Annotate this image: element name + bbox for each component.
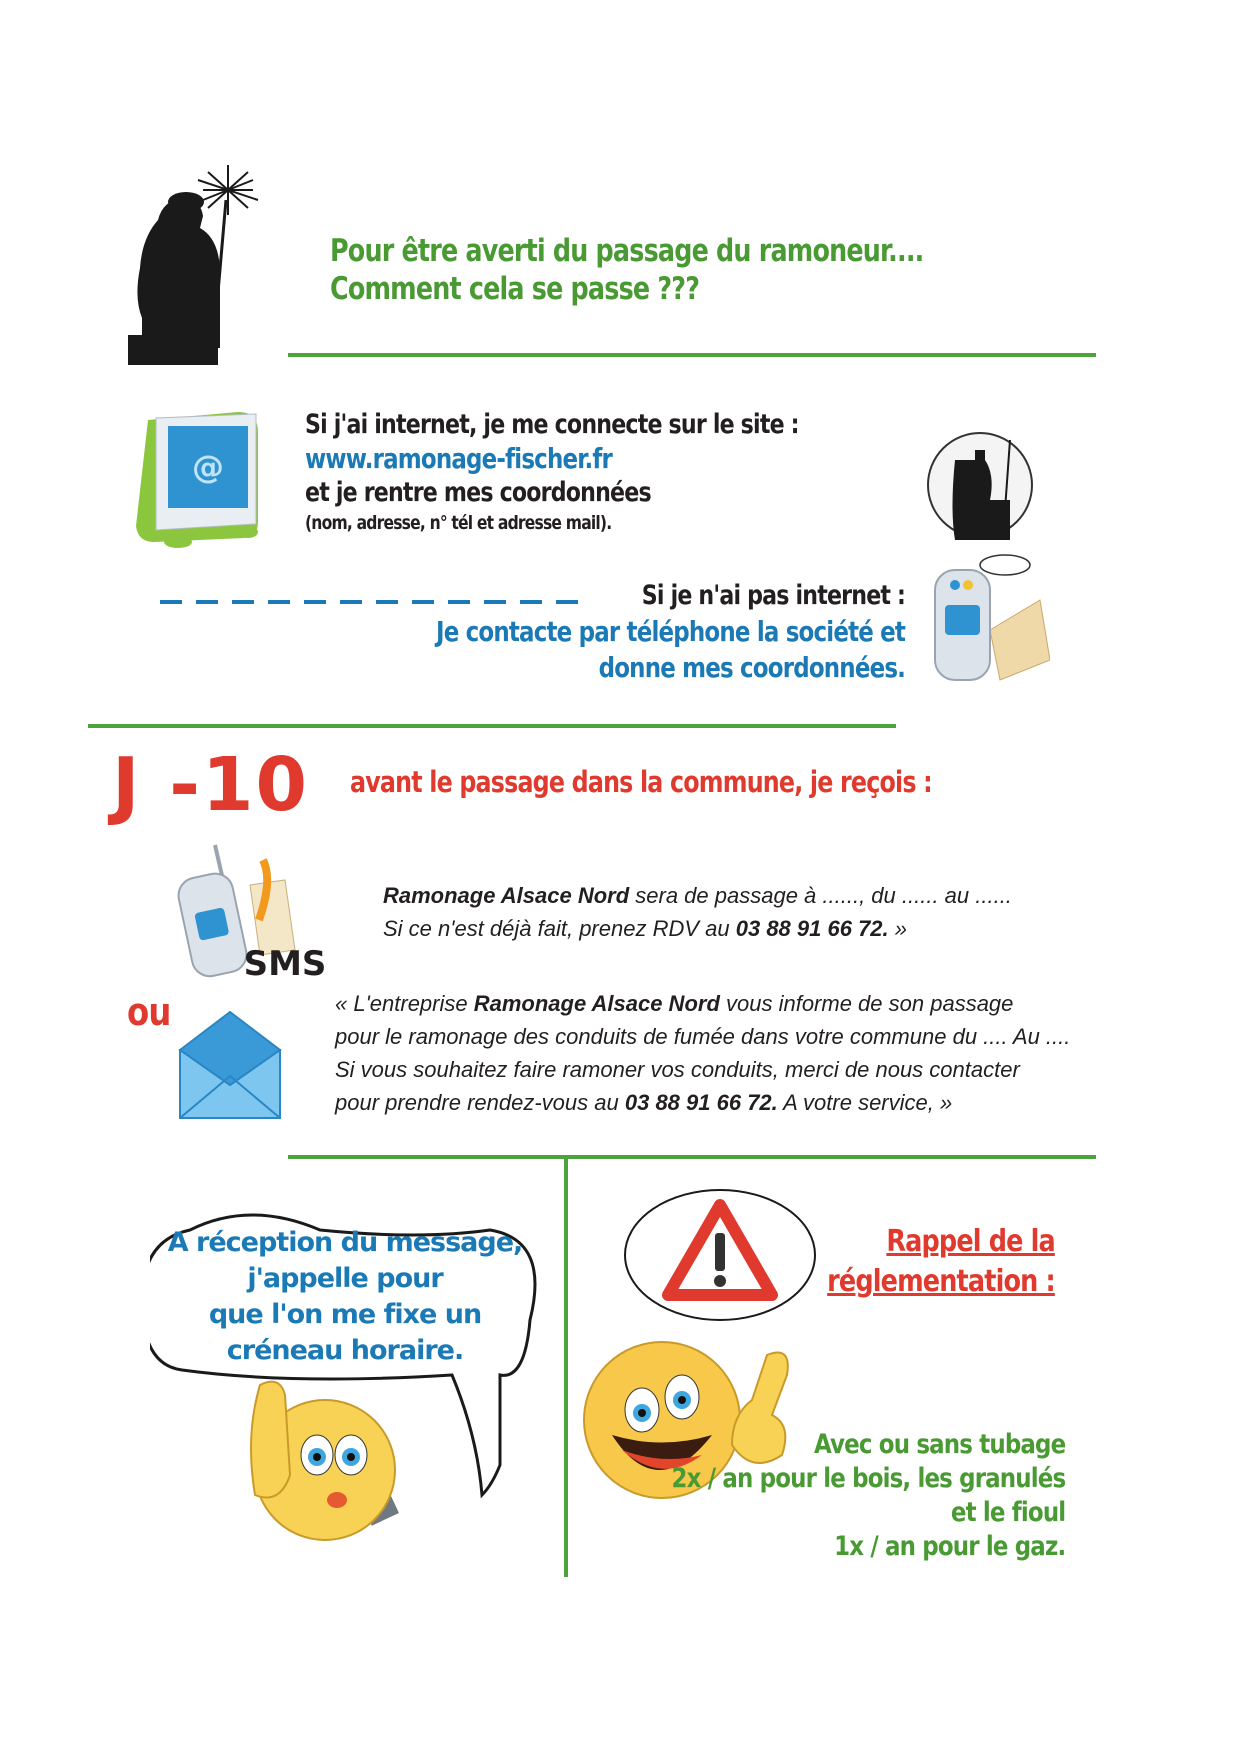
email-line-2: pour le ramonage des conduits de fumée dans votre commune du .... Au ....: [335, 1024, 1071, 1049]
bubble-text: [150, 1225, 540, 1369]
email-line-1: [335, 987, 1070, 1020]
title-line-2: Comment cela se passe ???: [330, 271, 700, 307]
internet-instructions: [305, 408, 799, 536]
bubble-line-3: que l'on me fixe un: [208, 1299, 482, 1330]
internet-line-1: Si j'ai internet, je me connecte sur le site :: [305, 409, 799, 440]
email-line-4: [335, 1086, 1070, 1119]
email-company: Ramonage Alsace Nord: [473, 991, 720, 1016]
speech-bubble: [150, 1200, 540, 1380]
title-line-1: Pour être averti du passage du ramoneur....: [330, 233, 924, 269]
email-line-4-post: A votre service, »: [777, 1090, 953, 1115]
sms-phone: 03 88 91 66 72.: [735, 916, 889, 941]
sms-company: Ramonage Alsace Nord: [383, 883, 630, 908]
rappel-line-3: et le fioul: [950, 1497, 1065, 1528]
divider-top: [288, 353, 1096, 357]
sms-line-2-text: Si ce n'est déjà fait, prenez RDV au: [383, 916, 736, 941]
rappel-line-1: Avec ou sans tubage: [813, 1429, 1065, 1460]
sms-line-1: [383, 879, 1012, 912]
no-internet-line-1: Si je n'ai pas internet :: [641, 580, 905, 611]
or-label: ou: [127, 990, 171, 1034]
bubble-line-1: A réception du message,: [167, 1227, 523, 1258]
rappel-title: [827, 1222, 1055, 1302]
email-phone: 03 88 91 66 72.: [624, 1090, 778, 1115]
website-link[interactable]: www.ramonage-fischer.fr: [305, 442, 613, 475]
j10-heading: avant le passage dans la commune, je reçois :: [350, 765, 932, 799]
email-line-1-post: vous informe de son passage: [719, 991, 1014, 1016]
warning-bubble: [620, 1185, 820, 1325]
no-internet-line-2: Je contacte par téléphone la société et: [435, 615, 905, 648]
sms-message: [383, 879, 1012, 945]
phone-sweep-illustration: [910, 430, 1050, 690]
chimney-sweep-icon: [118, 160, 318, 365]
sms-icon: [175, 840, 325, 985]
sms-line-1-text: sera de passage à ......, du ...... au ......: [629, 883, 1012, 908]
email-line-4-pre: pour prendre rendez-vous au: [335, 1090, 625, 1115]
divider-middle: [88, 724, 896, 728]
svg-text:@: @: [192, 448, 224, 486]
email-line-1-pre: « L'entreprise: [335, 991, 474, 1016]
sms-line-2: [383, 912, 1012, 945]
sms-line-2-end: »: [888, 916, 908, 941]
no-internet-line-3: donne mes coordonnées.: [598, 651, 905, 684]
internet-line-3: et je rentre mes coordonnées: [305, 477, 651, 508]
rappel-body: [671, 1428, 1065, 1564]
rappel-title-line-2: réglementation :: [827, 1264, 1055, 1299]
email-line-3: Si vous souhaitez faire ramoner vos conduits, merci de nous contacter: [335, 1057, 1020, 1082]
rappel-title-line-1: Rappel de la: [886, 1224, 1055, 1259]
j10-badge: J -10: [112, 742, 309, 828]
email-envelope-icon: [175, 1010, 285, 1120]
chimney-sweep-illustration: [118, 160, 318, 365]
page-title: [330, 232, 924, 308]
internet-line-4: (nom, adresse, n° tél et adresse mail).: [305, 512, 612, 534]
computer-icon: [128, 400, 268, 560]
divider-vertical: [564, 1157, 568, 1577]
email-message: [335, 987, 1070, 1119]
rappel-line-2: 2x / an pour le bois, les granulés: [671, 1463, 1065, 1494]
svg-text:SMS: SMS: [243, 944, 325, 984]
divider-bottom: [288, 1155, 1096, 1159]
no-internet-instructions: [436, 578, 905, 686]
phone-smiley-icon: [225, 1375, 420, 1550]
bubble-line-2: j'appelle pour: [247, 1263, 443, 1294]
bubble-line-4: créneau horaire.: [226, 1335, 464, 1366]
rappel-line-4: 1x / an pour le gaz.: [833, 1531, 1065, 1562]
